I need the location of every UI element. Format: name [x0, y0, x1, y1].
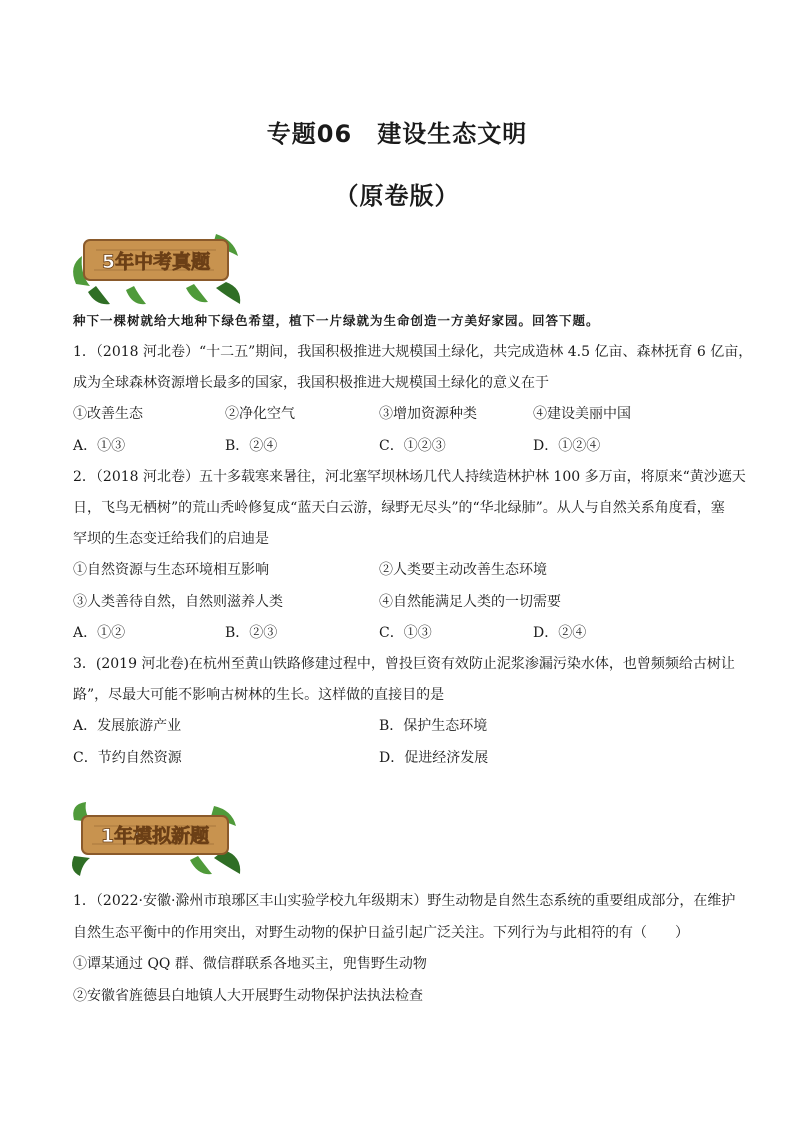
q2-items [73, 555, 733, 586]
q1-items [73, 399, 733, 430]
q2-line: 2．（2018 河北卷）五十多载寒来暑往，河北塞罕坝林场几代人持续造林护林 100 多万亩，将原来“黄沙遮天 [73, 469, 746, 485]
q3-options [73, 711, 733, 742]
q1-line: 成为全球森林资源增长最多的国家，我国积极推进大规模国土绿化的意义在于 [73, 375, 549, 391]
q2-options [73, 618, 733, 649]
q1-option-b: B．②④ [225, 438, 278, 454]
q2-option-b: B．②③ [225, 625, 278, 641]
q3-option-c: C．节约自然资源 [73, 750, 182, 766]
q3-option-d: D．促进经济发展 [379, 750, 489, 766]
m1-item: ①谭某通过 QQ 群、微信群联系各地买主，兜售野生动物 [73, 956, 427, 972]
page-title: 专题06 建设生态文明 [266, 120, 528, 148]
q1-option-c: C．①②③ [379, 438, 446, 454]
q2-line: 日，飞鸟无栖树”的荒山秃岭修复成“蓝天白云游，绿野无尽头”的“华北绿肺”。从人与自然关系角度看，塞 [73, 500, 725, 516]
q3-option-b: B．保护生态环境 [379, 718, 488, 734]
intro-text: 种下一棵树就给大地种下绿色希望，植下一片绿就为生命创造一方美好家园。回答下题。 [73, 313, 600, 328]
q1-option-d: D．①②④ [533, 438, 601, 454]
section-badge-real-exams [66, 226, 244, 306]
section-badge-mock-exams [66, 800, 244, 880]
m1-line: 1．（2022·安徽·滁州市琅琊区丰山实验学校九年级期末）野生动物是自然生态系统的重要组成部分，在维护 [73, 893, 736, 909]
q2-line: 罕坝的生态变迁给我们的启迪是 [73, 531, 269, 547]
section-badge-text: 5年中考真题 [101, 251, 211, 273]
q2-item: ①自然资源与生态环境相互影响 [73, 562, 269, 578]
q2-item: ④自然能满足人类的一切需要 [379, 594, 561, 610]
q1-item: ①改善生态 [73, 406, 143, 422]
q1-item: ②净化空气 [225, 406, 295, 422]
page-subtitle: （原卷版） [334, 182, 460, 210]
q1-line: 1．（2018 河北卷）“十二五”期间，我国积极推进大规模国土绿化，共完成造林 4.5 亿亩、森林抚育 6 亿亩， [73, 344, 753, 360]
q3-line: 3．(2019 河北卷)在杭州至黄山铁路修建过程中，曾投巨资有效防止泥浆渗漏污染水体，也曾频频给古树让 [73, 656, 735, 672]
q3-options [73, 743, 733, 774]
q1-item: ③增加资源种类 [379, 406, 477, 422]
q2-item: ②人类要主动改善生态环境 [379, 562, 547, 578]
q2-item: ③人类善待自然，自然则滋养人类 [73, 594, 283, 610]
q2-items [73, 587, 733, 618]
m1-item: ②安徽省旌德县白地镇人大开展野生动物保护法执法检查 [73, 988, 423, 1004]
q2-option-d: D．②④ [533, 625, 587, 641]
q1-option-a: A．①③ [73, 438, 126, 454]
q2-option-c: C．①③ [379, 625, 432, 641]
q1-options [73, 431, 733, 462]
m1-line: 自然生态平衡中的作用突出，对野生动物的保护日益引起广泛关注。下列行为与此相符的有（ ） [73, 925, 689, 941]
section-badge-text: 1年模拟新题 [100, 825, 210, 847]
q2-option-a: A．①② [73, 625, 126, 641]
q1-item: ④建设美丽中国 [533, 406, 631, 422]
q3-line: 路”，尽最大可能不影响古树林的生长。这样做的直接目的是 [73, 687, 445, 703]
q3-option-a: A．发展旅游产业 [73, 718, 182, 734]
